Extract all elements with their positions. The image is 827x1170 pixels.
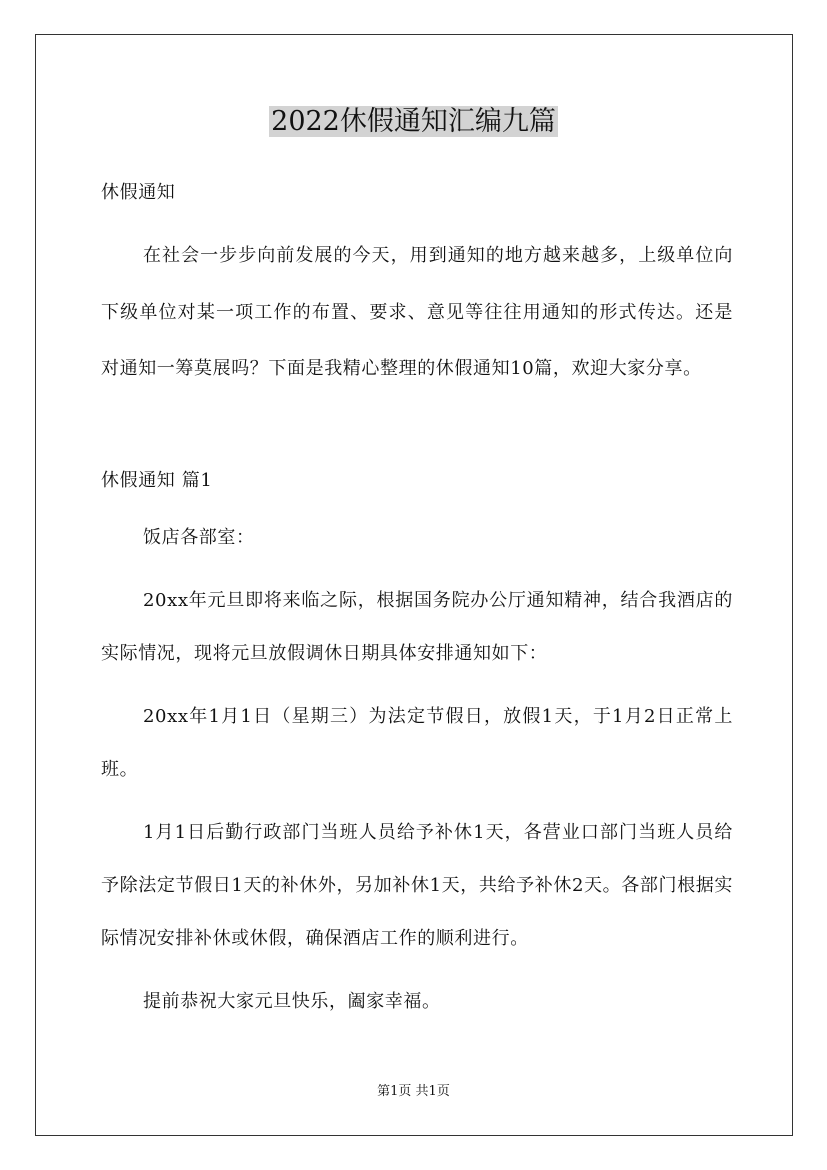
paragraph-salutation: 饭店各部室：: [143, 526, 255, 548]
page-footer: 第1页 共1页: [377, 1084, 450, 1099]
section-heading: 休假通知 篇1: [101, 469, 213, 491]
paragraph-announcement: 20xx年元旦即将来临之际，根据国务院办公厅通知精神，结合我酒店的实际情况，现将元旦放假调休日期具体安排通知如下：: [101, 589, 733, 664]
paragraph-greeting: 提前恭祝大家元旦快乐，阖家幸福。: [143, 990, 441, 1012]
document-title-text: 2022休假通知汇编九篇: [271, 106, 556, 137]
document-title: [0, 102, 827, 142]
document-heading: 休假通知: [101, 182, 176, 203]
paragraph-holiday-date: 20xx年1月1日（星期三）为法定节假日，放假1天，于1月2日正常上班。: [101, 705, 733, 780]
paragraph-compensatory-leave: 1月1日后勤行政部门当班人员给予补休1天，各营业口部门当班人员给予除法定节假日1天的补休外，另加补休1天，共给予补休2天。各部门根据实际情况安排补休或休假，确保酒店工作的顺利进行。: [101, 821, 733, 949]
intro-paragraph: 在社会一步步向前发展的今天，用到通知的地方越来越多，上级单位向下级单位对某一项工作的布置、要求、意见等往往用通知的形式传达。还是对通知一筹莫展吗？下面是我精心整理的休假通知10篇，欢迎大家分享。: [101, 245, 733, 379]
document-body: [101, 171, 733, 1028]
